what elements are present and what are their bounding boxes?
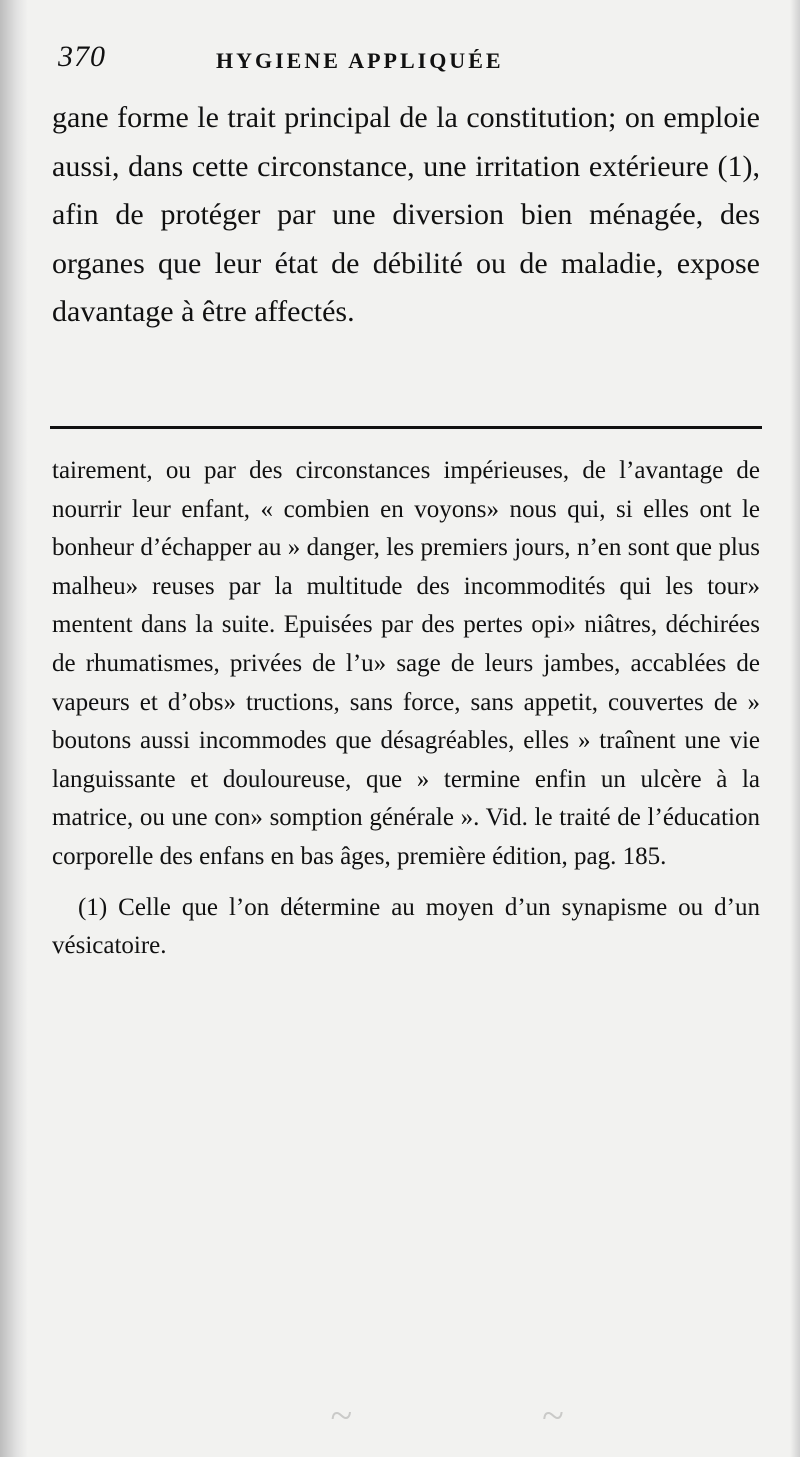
main-paragraph: gane forme le trait principal de la constitution; on emploie aussi, dans cette circonstance, une irritation extérieure (1), afin de protéger par une diversion bien ménagée, des organes que leur état de débilité ou de maladie, expose davantage à être affectés.	[52, 101, 760, 328]
footnotes	[52, 452, 760, 966]
running-title: HYGIENE APPLIQUÉE	[216, 48, 504, 73]
bleed-through-marks: ~ ~	[330, 1393, 564, 1438]
page-number: 370	[58, 40, 106, 73]
page-edge-shadow	[790, 0, 800, 1457]
main-text	[52, 94, 760, 337]
footnote-rule	[50, 426, 762, 429]
binding-shadow	[0, 0, 28, 1457]
footnote-one: (1) Celle que l’on détermine au moyen d’un synapisme ou d’un vésicatoire.	[52, 893, 760, 960]
page-header	[58, 40, 758, 84]
footnote-continuation: tairement, ou par des circonstances impérieuses, de l’avantage de nourrir leur enfant, « combien en voyons» nous qui, si elles ont le bonheur d’échapper au » danger, les premiers jours, n’en sont que plus malheu» reuses par la multitude des incommodités qui les tour» mentent dans la suite. Epuisées par des pertes opi» niâtres, déchirées de rhumatismes, privées de l’u» sage de leurs jambes, accablées de vapeurs et d’obs» tructions, sans force, sans appetit, couvertes de » boutons aussi incommodes que désagréables, elles » traînent une vie languissante et douloureuse, que » termine enfin un ulcère à la matrice, ou une con» somption générale ». Vid. le traité de l’éducation corporelle des enfans en bas âges, première édition, pag. 185.	[52, 457, 760, 870]
